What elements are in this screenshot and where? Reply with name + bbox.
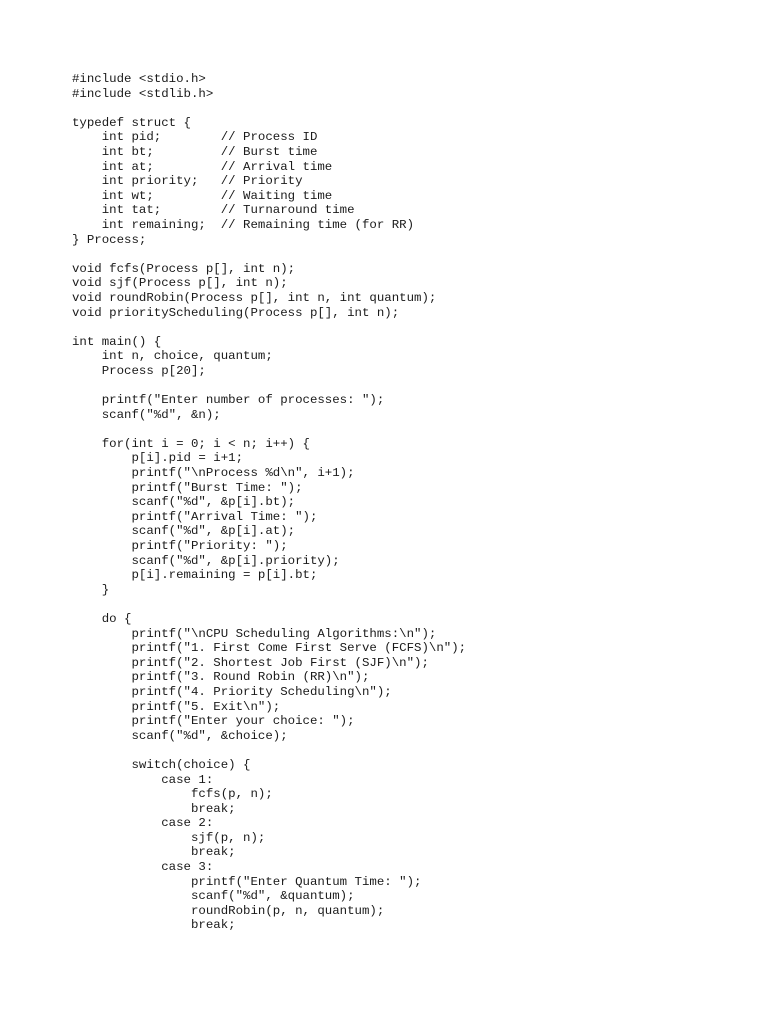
code-line: sjf(p, n); <box>72 830 266 845</box>
code-line: int priority; // Priority <box>72 174 303 189</box>
code-line: int remaining; // Remaining time (for RR) <box>72 217 415 232</box>
code-block <box>72 72 466 933</box>
code-line: p[i].pid = i+1; <box>72 451 244 466</box>
code-line: scanf("%d", &quantum); <box>72 889 355 904</box>
code-line: printf("Arrival Time: "); <box>72 509 318 524</box>
code-line <box>72 320 466 335</box>
code-line: void fcfs(Process p[], int n); <box>72 261 296 276</box>
code-line: printf("2. Shortest Job First (SJF)\n"); <box>72 655 429 670</box>
code-line: int tat; // Turnaround time <box>72 203 355 218</box>
code-line: printf("Burst Time: "); <box>72 480 303 495</box>
code-line: scanf("%d", &p[i].at); <box>72 524 296 539</box>
code-line: void roundRobin(Process p[], int n, int quantum); <box>72 290 437 305</box>
code-line: for(int i = 0; i < n; i++) { <box>72 436 310 451</box>
code-line: } <box>72 582 110 597</box>
code-line: void priorityScheduling(Process p[], int n); <box>72 305 400 320</box>
code-line: int at; // Arrival time <box>72 159 333 174</box>
code-line <box>72 247 466 262</box>
code-line: break; <box>72 845 236 860</box>
code-line <box>72 422 466 437</box>
code-line <box>72 101 466 116</box>
code-line: int wt; // Waiting time <box>72 188 333 203</box>
code-line <box>72 743 466 758</box>
code-line: printf("Priority: "); <box>72 539 288 553</box>
code-line: roundRobin(p, n, quantum); <box>72 903 385 918</box>
code-line: Process p[20]; <box>72 363 206 378</box>
code-line: do { <box>72 611 132 626</box>
code-line: scanf("%d", &choice); <box>72 728 288 743</box>
code-line <box>72 378 466 393</box>
code-line: int n, choice, quantum; <box>72 349 273 364</box>
code-line: printf("\nProcess %d\n", i+1); <box>72 466 355 481</box>
code-line: break; <box>72 918 236 933</box>
code-line: #include <stdio.h> <box>72 72 206 86</box>
code-line: printf("5. Exit\n"); <box>72 699 281 714</box>
code-line: printf("4. Priority Scheduling\n"); <box>72 684 392 699</box>
code-line: case 1: <box>72 772 214 787</box>
code-line: int pid; // Process ID <box>72 130 318 145</box>
code-line: printf("Enter number of processes: "); <box>72 393 385 408</box>
code-line: void sjf(Process p[], int n); <box>72 276 288 291</box>
code-line: printf("Enter your choice: "); <box>72 714 355 729</box>
code-line: break; <box>72 801 236 816</box>
code-line: } Process; <box>72 232 147 247</box>
code-line: int main() { <box>72 334 162 349</box>
code-line: printf("Enter Quantum Time: "); <box>72 874 422 889</box>
code-line: printf("\nCPU Scheduling Algorithms:\n"); <box>72 626 437 641</box>
code-line: int bt; // Burst time <box>72 144 318 159</box>
code-line <box>72 597 466 612</box>
code-line: printf("1. First Come First Serve (FCFS)\n"); <box>72 641 467 656</box>
code-line: scanf("%d", &p[i].priority); <box>72 553 340 568</box>
code-line: printf("3. Round Robin (RR)\n"); <box>72 670 370 685</box>
code-line: scanf("%d", &n); <box>72 407 221 422</box>
code-line: case 3: <box>72 860 214 875</box>
code-line: switch(choice) { <box>72 757 251 772</box>
code-line: typedef struct { <box>72 115 191 130</box>
code-line: #include <stdlib.h> <box>72 86 214 101</box>
code-line: fcfs(p, n); <box>72 787 273 802</box>
code-line: case 2: <box>72 816 214 831</box>
code-line: scanf("%d", &p[i].bt); <box>72 495 296 510</box>
code-line: p[i].remaining = p[i].bt; <box>72 568 318 583</box>
